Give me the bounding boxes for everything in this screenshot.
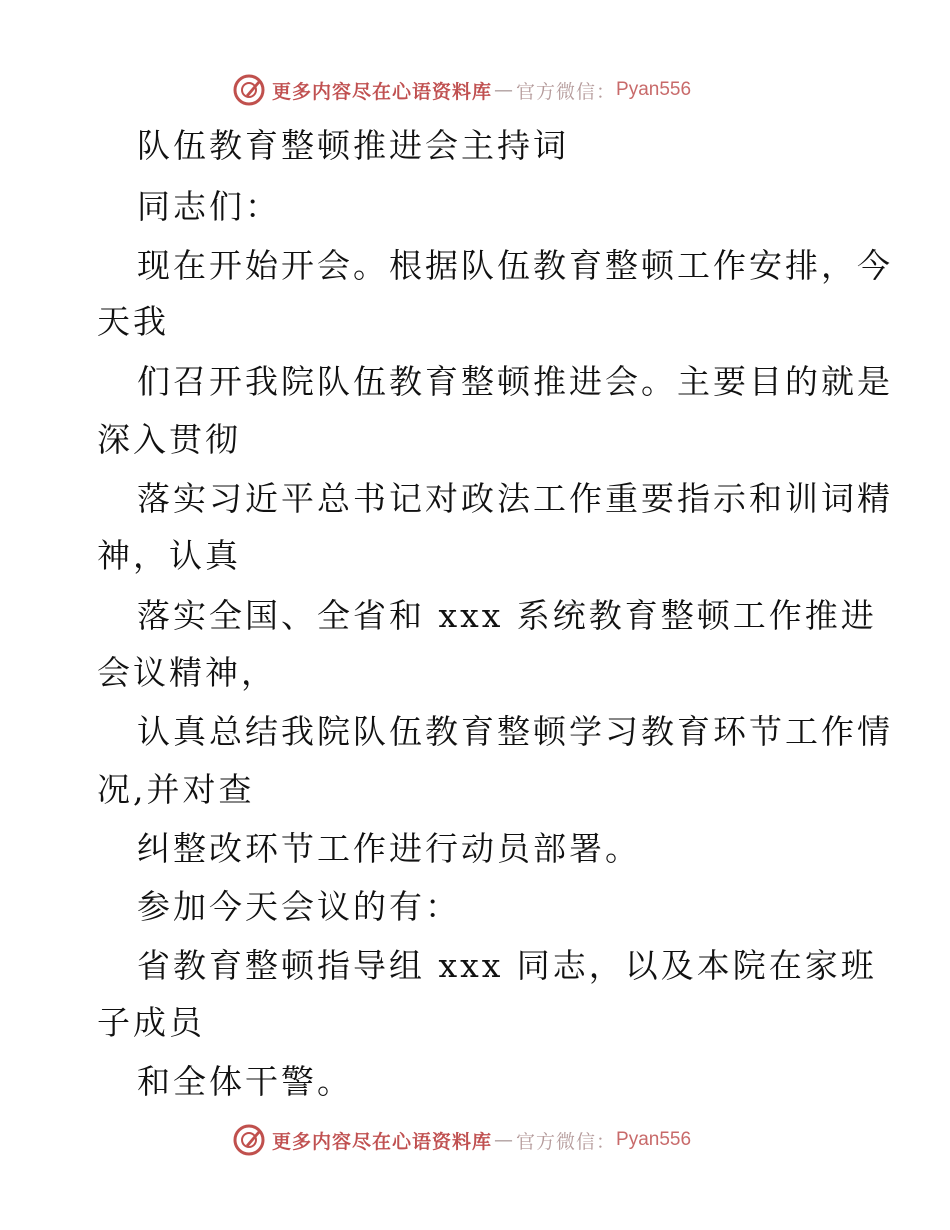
banner-suffix-text: 官方微信：	[516, 80, 617, 103]
body-line: 天我	[97, 302, 169, 341]
body-line: 神，认真	[97, 536, 241, 575]
banner-main-text: 更多内容尽在心语资料库	[272, 1130, 493, 1153]
body-line: 们召开我院队伍教育整顿推进会。主要目的就是	[137, 362, 893, 401]
banner-dash: —	[494, 79, 515, 101]
document-title: 队伍教育整顿推进会主持词	[137, 126, 569, 165]
footer-watermark-banner	[232, 1120, 691, 1160]
body-line: 落实全国、全省和 xxx 系统教育整顿工作推进	[137, 596, 877, 635]
banner-wechat-id: Pyan556	[616, 79, 692, 100]
body-line: 深入贯彻	[97, 420, 241, 459]
header-watermark-banner	[232, 70, 691, 110]
body-line: 况,并对查	[97, 770, 255, 809]
body-line: 子成员	[97, 1003, 205, 1042]
body-line: 认真总结我院队伍教育整顿学习教育环节工作情	[137, 712, 893, 751]
body-line: 落实习近平总书记对政法工作重要指示和训词精	[137, 479, 893, 518]
banner-main-text: 更多内容尽在心语资料库	[272, 80, 493, 103]
brand-logo-icon	[232, 73, 266, 107]
body-line: 纠整改环节工作进行动员部署。	[137, 829, 641, 868]
body-line: 和全体干警。	[137, 1062, 353, 1101]
brand-logo-icon	[232, 1123, 266, 1157]
attendees-heading: 参加今天会议的有：	[137, 887, 461, 926]
body-line: 会议精神，	[97, 653, 277, 692]
body-line: 现在开始开会。根据队伍教育整顿工作安排，今	[137, 246, 893, 285]
banner-suffix-text: 官方微信：	[516, 1130, 617, 1153]
body-line: 省教育整顿指导组 xxx 同志，以及本院在家班	[137, 946, 877, 985]
salutation-line: 同志们：	[137, 187, 281, 226]
banner-dash: —	[494, 1129, 515, 1151]
banner-wechat-id: Pyan556	[616, 1129, 692, 1150]
